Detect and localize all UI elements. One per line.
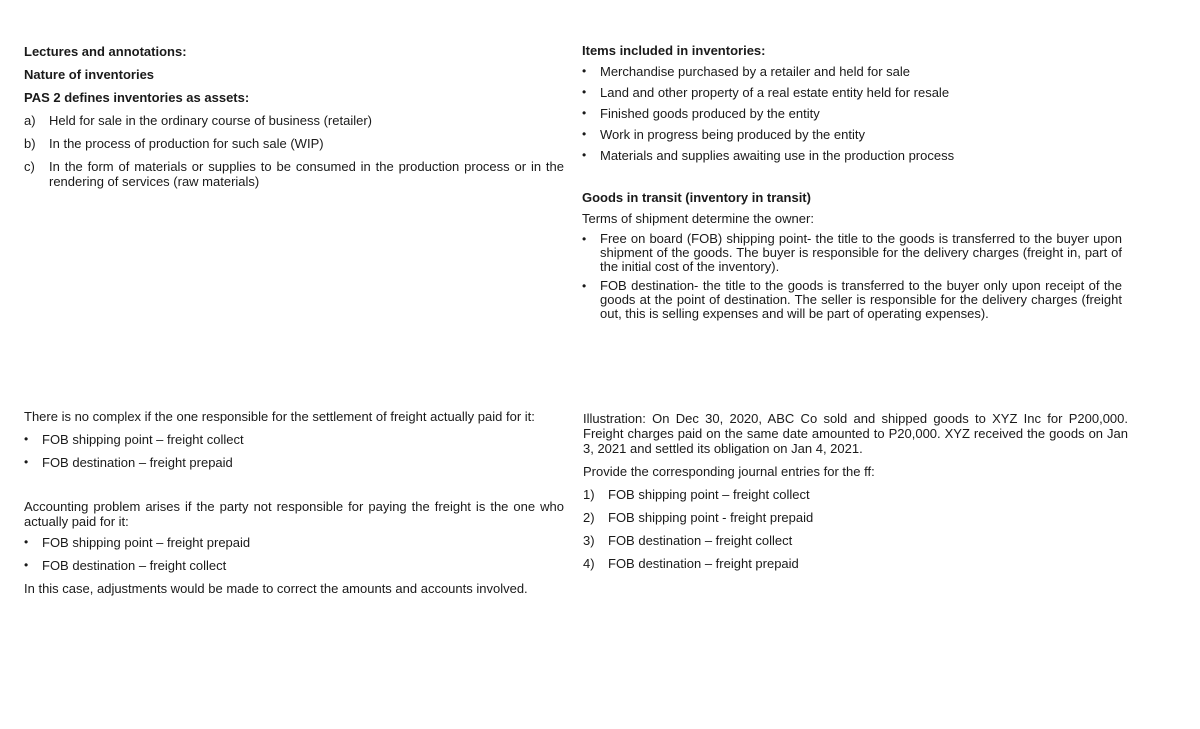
bullet-icon: • <box>24 535 29 549</box>
list-item <box>24 159 564 189</box>
list-text: FOB destination – freight prepaid <box>608 556 799 571</box>
transit-bullet-list <box>582 232 1122 321</box>
list-item <box>583 510 1128 525</box>
accounting-problem-paragraph: Accounting problem arises if the party not responsible for paying the freight is the one who actually paid for it: <box>24 499 564 529</box>
list-marker: 1) <box>583 487 595 502</box>
lectures-heading: Lectures and annotations: <box>24 44 187 59</box>
list-marker: b) <box>24 136 36 151</box>
list-item <box>583 487 1128 502</box>
list-marker: 2) <box>583 510 595 525</box>
pas2-heading: PAS 2 defines inventories as assets: <box>24 90 250 105</box>
list-text: Land and other property of a real estate entity held for resale <box>600 85 950 100</box>
list-item <box>24 455 564 470</box>
list-text: FOB shipping point – freight collect <box>608 487 810 502</box>
bullet-icon: • <box>582 148 587 162</box>
inventory-items-section <box>582 43 1122 321</box>
list-text: FOB shipping point – freight prepaid <box>42 535 251 550</box>
illustration-section <box>583 411 1128 571</box>
journal-prompt: Provide the corresponding journal entries for the ff: <box>583 464 875 479</box>
list-text: FOB shipping point - freight prepaid <box>608 510 814 525</box>
items-bullet-list <box>582 64 1122 163</box>
transit-heading: Goods in transit (inventory in transit) <box>582 190 811 205</box>
bullet-icon: • <box>24 432 29 446</box>
definition-list <box>24 113 564 189</box>
bullet-icon: • <box>582 232 587 246</box>
list-item <box>582 232 1122 274</box>
transit-intro: Terms of shipment determine the owner: <box>582 211 814 226</box>
no-complex-paragraph: There is no complex if the one responsible for the settlement of freight actually paid for it: <box>24 409 535 424</box>
illustration-paragraph: Illustration: On Dec 30, 2020, ABC Co sold and shipped goods to XYZ Inc for P200,000. Freight charges paid on the same date amounted to P20,000. XYZ received the goods on Jan 3, 2021 and settled its obligation on Jan 4, 2021. <box>583 411 1128 456</box>
list-text: FOB destination – freight prepaid <box>42 455 233 470</box>
bullet-icon: • <box>582 106 587 120</box>
list-item <box>583 556 1128 571</box>
list-text: Materials and supplies awaiting use in the production process <box>600 148 955 163</box>
bullet-icon: • <box>582 279 587 293</box>
bullet-icon: • <box>582 85 587 99</box>
list-item <box>582 85 1122 100</box>
list-item <box>582 148 1122 163</box>
list-text: Merchandise purchased by a retailer and held for sale <box>600 64 911 79</box>
list-text: Finished goods produced by the entity <box>600 106 820 121</box>
adjustment-paragraph: In this case, adjustments would be made to correct the amounts and accounts involved. <box>24 581 528 596</box>
list-marker: 4) <box>583 556 595 571</box>
list-item <box>24 535 564 550</box>
list-text: In the process of production for such sale (WIP) <box>49 136 324 151</box>
bullet-icon: • <box>582 64 587 78</box>
problem-list <box>24 535 564 573</box>
list-item <box>582 127 1122 142</box>
list-text: FOB destination- the title to the goods is transferred to the buyer only upon receipt of the goods at the point of destination. The seller is responsible for the delivery charges (freight out, this is selling expenses and will be part of operating expenses). <box>600 278 1122 321</box>
bullet-icon: • <box>24 558 29 572</box>
list-item <box>583 533 1128 548</box>
list-text: FOB destination – freight collect <box>608 533 793 548</box>
list-item <box>582 279 1122 321</box>
freight-problem-section <box>24 409 564 596</box>
list-item <box>24 136 564 151</box>
bullet-icon: • <box>24 455 29 469</box>
list-item <box>24 432 564 447</box>
list-text: In the form of materials or supplies to be consumed in the production process or in the rendering of services (raw materials) <box>49 159 564 189</box>
items-heading: Items included in inventories: <box>582 43 766 58</box>
list-item <box>582 64 1122 79</box>
list-text: FOB shipping point – freight collect <box>42 432 244 447</box>
list-item <box>582 106 1122 121</box>
bullet-icon: • <box>582 127 587 141</box>
list-text: FOB destination – freight collect <box>42 558 227 573</box>
journal-list <box>583 487 1128 571</box>
list-marker: a) <box>24 113 36 128</box>
list-marker: c) <box>24 159 35 174</box>
list-text: Held for sale in the ordinary course of business (retailer) <box>49 113 372 128</box>
list-item <box>24 113 564 128</box>
list-item <box>24 558 564 573</box>
no-complex-list <box>24 432 564 470</box>
list-marker: 3) <box>583 533 595 548</box>
list-text: Work in progress being produced by the entity <box>600 127 865 142</box>
inventories-definition-section <box>24 44 564 189</box>
nature-heading: Nature of inventories <box>24 67 155 82</box>
list-text: Free on board (FOB) shipping point- the title to the goods is transferred to the buyer upon shipment of the goods. The buyer is responsible for the delivery charges (freight in, part of the initial cost of the inventory). <box>600 231 1122 274</box>
